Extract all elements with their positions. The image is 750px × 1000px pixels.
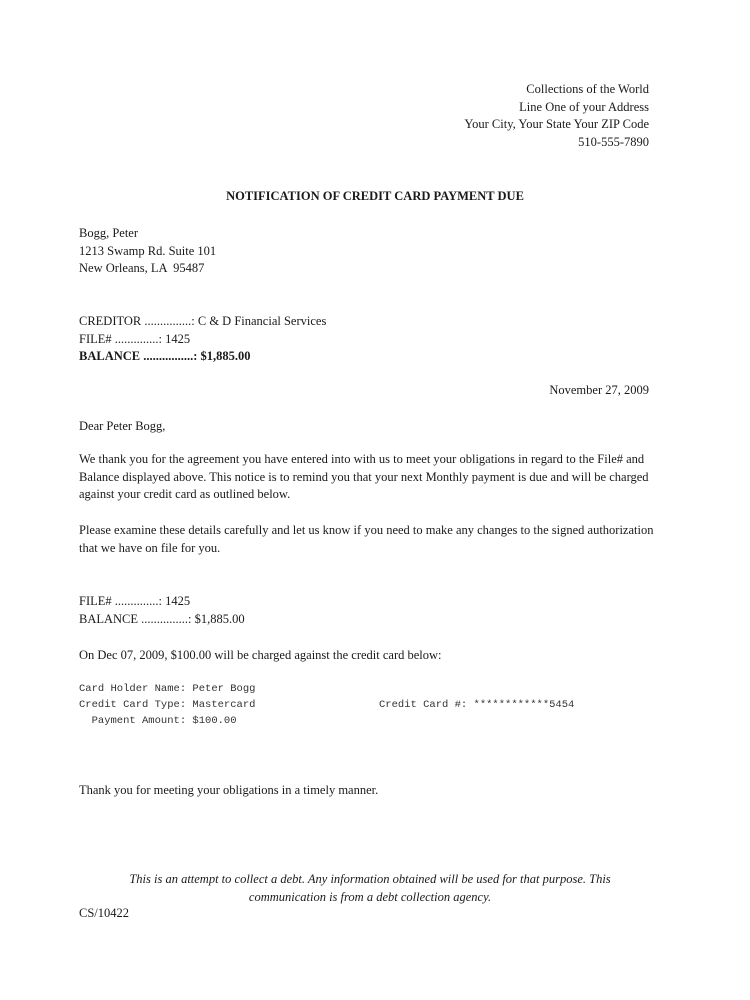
balance-value: $1,885.00 (200, 349, 251, 363)
recipient-city: New Orleans, LA 95487 (79, 261, 205, 275)
creditor-value: C & D Financial Services (197, 314, 327, 328)
balance-detail-label: BALANCE ...............: (79, 611, 192, 626)
file-row (79, 331, 326, 349)
sender-address-block (464, 81, 649, 151)
sender-address-line1: Line One of your Address (519, 99, 649, 114)
debt-collection-disclaimer: This is an attempt to collect a debt. Any information obtained will be used for that purpose. This communication is from a debt collection agency. (129, 872, 611, 904)
closing-thanks: Thank you for meeting your obligations in a timely manner. (79, 783, 379, 797)
file-detail-value: 1425 (165, 594, 191, 608)
creditor-label: CREDITOR ...............: (79, 314, 195, 328)
recipient-name: Bogg, Peter (79, 226, 139, 240)
sender-name: Collections of the World (526, 82, 649, 96)
balance-row (79, 348, 326, 366)
sender-phone: 510-555-7890 (578, 134, 649, 149)
letter-title: NOTIFICATION OF CREDIT CARD PAYMENT DUE (226, 189, 524, 203)
salutation: Dear Peter Bogg, (79, 419, 166, 433)
account-summary (79, 313, 326, 366)
file-details (79, 593, 245, 628)
creditor-row (79, 313, 326, 331)
recipient-address-block (79, 225, 216, 278)
payment-amount-line: Payment Amount: $100.00 (79, 715, 237, 727)
balance-detail-row (79, 611, 245, 629)
card-type-line: Credit Card Type: Mastercard (79, 699, 256, 711)
sender-address-line2: Your City, Your State Your ZIP Code (464, 117, 649, 131)
balance-detail-value: $1,885.00 (194, 611, 245, 626)
file-label: FILE# ..............: (79, 331, 162, 346)
card-number-line: Credit Card #: ************5454 (379, 699, 575, 711)
file-detail-row (79, 593, 245, 611)
card-holder-line: Card Holder Name: Peter Bogg (79, 683, 256, 695)
document-code: CS/10422 (79, 906, 130, 920)
file-value: 1425 (165, 331, 191, 346)
balance-label: BALANCE ................: (79, 349, 198, 363)
recipient-street: 1213 Swamp Rd. Suite 101 (79, 243, 217, 258)
body-paragraph-1: We thank you for the agreement you have entered into with us to meet your obligations in regard to the File# and Balance displayed above. This notice is to remind you that your next Monthly payment is due and will be charged against your credit card as outlined below. (79, 452, 649, 501)
body-paragraph-2: Please examine these details carefully and let us know if you need to make any changes to the signed authorization that we have on file for you. (79, 523, 654, 555)
file-detail-label: FILE# ..............: (79, 594, 162, 608)
charge-notice: On Dec 07, 2009, $100.00 will be charged against the credit card below: (79, 648, 442, 662)
letter-date: November 27, 2009 (549, 383, 649, 397)
card-details-left (79, 681, 255, 729)
